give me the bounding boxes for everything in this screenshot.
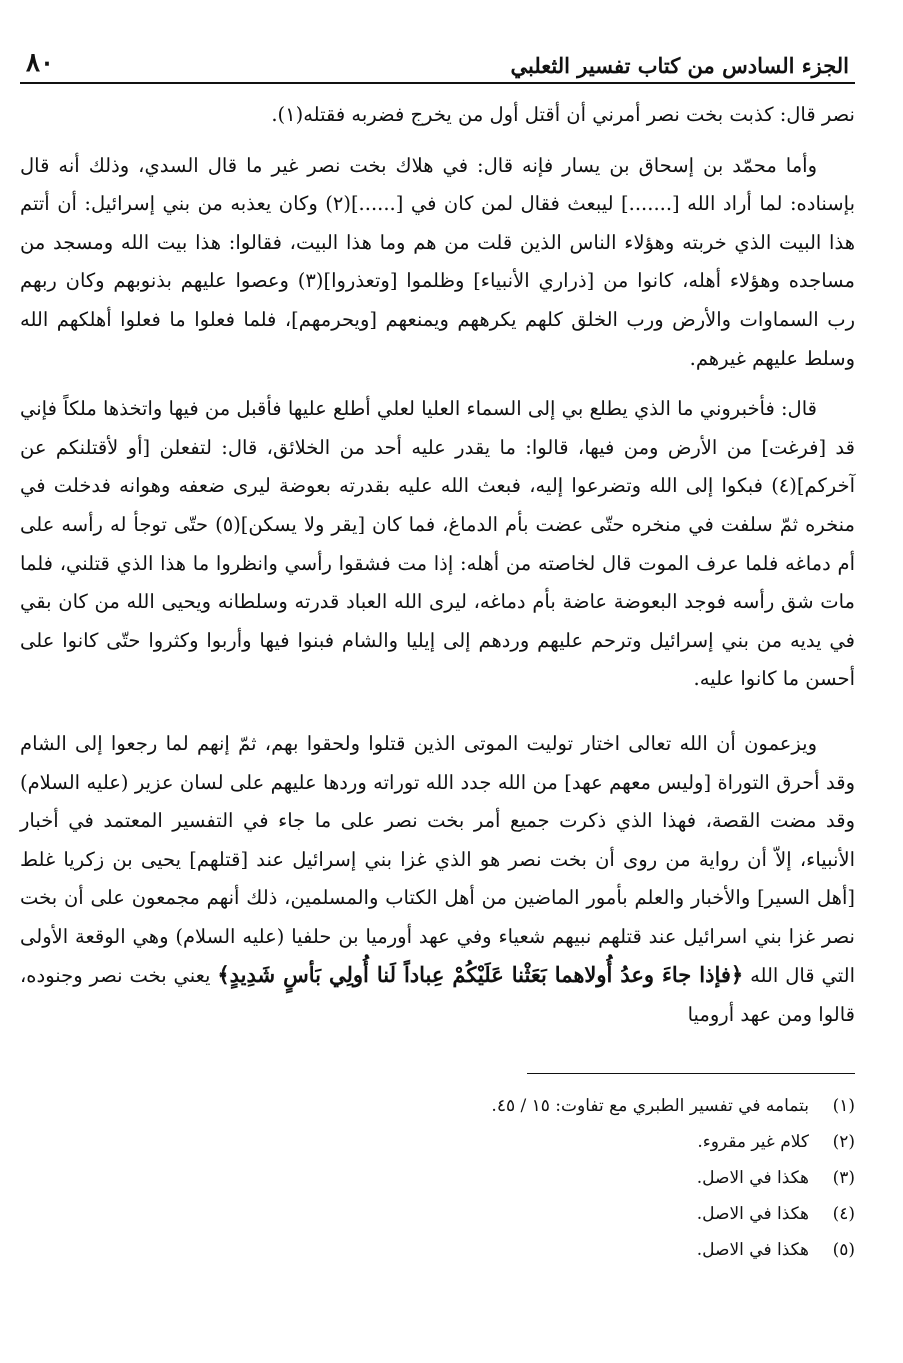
footnote-number: (٤)	[832, 1203, 855, 1224]
footnote	[20, 1124, 855, 1160]
footnote	[20, 1160, 855, 1196]
footnote-text: بتمامه في تفسير الطبري مع تفاوت: ١٥ / ٤٥.	[491, 1095, 809, 1116]
paragraph-3: قال: فأخبروني ما الذي يطلع بي إلى السماء العليا لعلي أطلع عليها فأقبل من فيها واتخذها ملكاً فإني قد [فرغت] من الأرض ومن فيها، قالوا: ما يقدر عليه أحد من الخلائق، قال: لتفعلن [أو لأقتلنكم عن آخركم](٤) فبكوا إلى الله وتضرعوا إليه، فبعث الله عليه بقدرته بعوضة ليرى ضعفه وهوانه فدخلت في منخره ثمّ سلفت في منخره حتّى عضت بأم الدماغ، فما كان [يقر ولا يسكن](٥) حتّى توجأ له رأسه على أم دماغه فلما عرف الموت قال لخاصته من أهله: إذا مت فشقوا رأسي وانظروا ما هذا الذي قتلني، فلما مات شق رأسه فوجد البعوضة عاضة بأم دماغه، ليرى الله العباد قدرته وسلطانه ويحيى الله من كان بقي في يديه من بني إسرائيل وترحم عليهم وردهم إلى إيليا والشام فبنوا فيها وأربوا وكثروا حتّى كانوا على أحسن ما كانوا عليه.	[20, 397, 855, 691]
footnote-number: (١)	[832, 1095, 855, 1116]
footnote	[20, 1088, 855, 1124]
paragraph-4-text-after: يعني بخت نصر وجنوده، قالوا ومن عهد أروميا	[20, 964, 855, 1027]
footnote-text: هكذا في الاصل.	[696, 1203, 809, 1224]
footnote-separator	[527, 1073, 855, 1074]
page-number: ٨٠	[26, 48, 54, 78]
quran-verse: ﴿فإذا جاءَ وعدُ أُولاهما بَعَثْنا عَلَيْكُمْ عِباداً لَنا أُولِي بَأسٍ شَدِيدٍ﴾	[217, 962, 744, 988]
footnote-text: هكذا في الاصل.	[696, 1167, 809, 1188]
paragraph-4	[20, 725, 855, 1035]
paragraph-1: نصر قال: كذبت بخت نصر أمرني أن أقتل أول من يخرج فضربه فقتله(١).	[271, 103, 855, 126]
footnote-number: (٢)	[832, 1131, 855, 1152]
paragraph-4-text-before: ويزعمون أن الله تعالى اختار توليت الموتى الذين قتلوا ولحقوا بهم، ثمّ إنهم لما رجعوا إلى الشام وقد أحرق التوراة [وليس معهم عهد] من الله جدد الله توراته وردها عليهم على لسان عزير (عليه السلام) وقد مضت القصة، فهذا الذي ذكرت جميع أمر بخت نصر على ما جاء في التفسير المعتمد في أخبار الأنبياء، إلاّ أن رواية من روى أن بخت نصر هو الذي غزا بني إسرائيل عند [قتلهم] يحيى بن زكريا غلط [أهل السير] والأخبار والعلم بأمور الماضين من أهل الكتاب والمسلمين، ذلك أنهم مجمعون على أن بخت نصر غزا بني اسرائيل عند قتلهم نبيهم شعياء وفي عهد أورميا بن حلفيا (عليه السلام) وهي الوقعة الأولى التي قال الله	[20, 731, 855, 988]
footnote	[20, 1196, 855, 1232]
page-header	[20, 26, 855, 84]
footnote	[20, 1232, 855, 1268]
footnote-number: (٥)	[832, 1239, 855, 1260]
footnotes	[20, 1088, 855, 1268]
footnote-text: كلام غير مقروء.	[697, 1131, 809, 1152]
footnote-number: (٣)	[832, 1167, 855, 1188]
main-text	[20, 96, 855, 1035]
footnote-text: هكذا في الاصل.	[696, 1239, 809, 1260]
paragraph-2: وأما محمّد بن إسحاق بن يسار فإنه قال: في هلاك بخت نصر غير ما قال السدي، وذلك أنه قال بإسناده: لما أراد الله [.......] ليبعث فقال لمن كان في [......](٢) وكان يعذبه من بني إسرائيل: أن أتتم هذا البيت الذي خربته وهؤلاء الناس الذين قلت من هم وما هذا البيت، فقالوا: هذا بيت الله ومسجد من مساجده وهؤلاء أهله، كانوا من [ذراري الأنبياء] وظلموا [وتعذروا](٣) وعصوا عليهم بذنوبهم وكان ربهم رب السماوات والأرض ورب الخلق كلهم يكرههم ويمنعهم [ويحرمهم]، فلما فعلوا ما فعلوا أهلكهم الله وسلط عليهم غيرهم.	[20, 153, 855, 370]
running-title: الجزء السادس من كتاب تفسير الثعلبي	[510, 53, 849, 78]
